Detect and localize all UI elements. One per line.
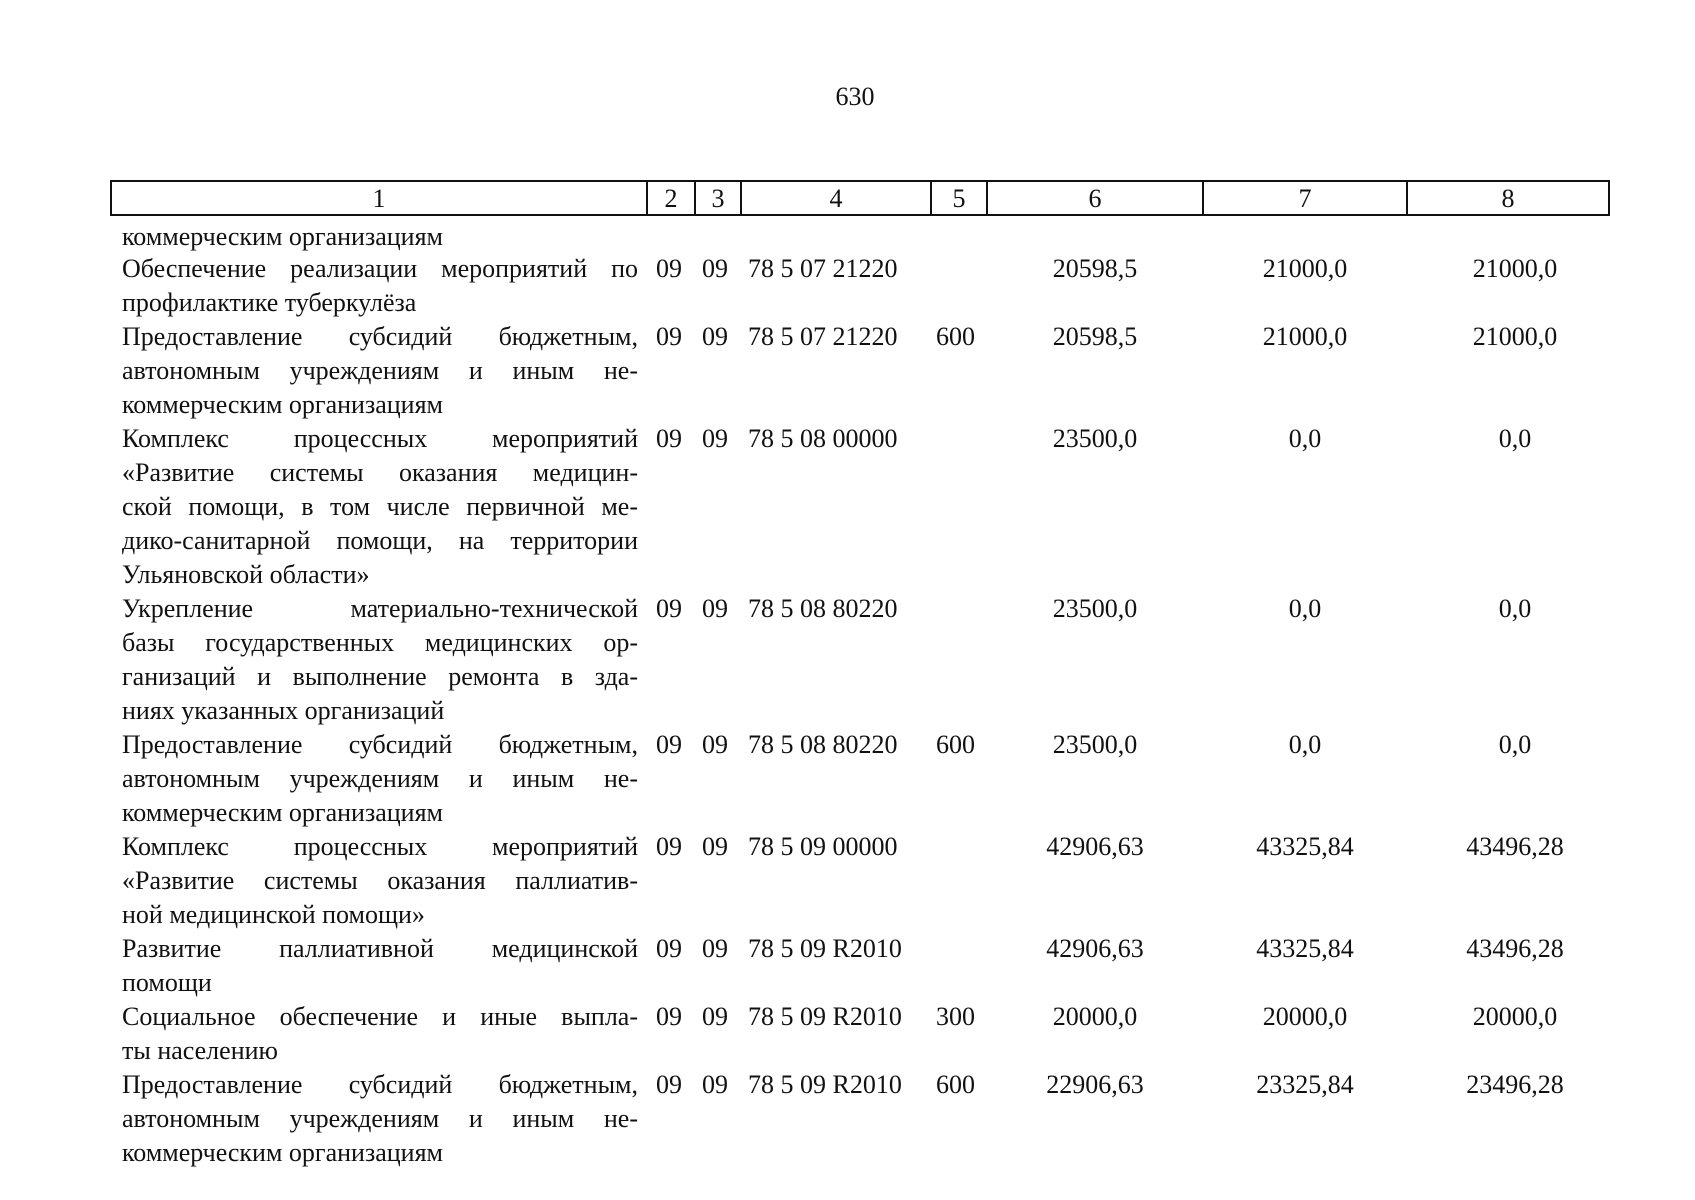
description-line: Предоставление субсидий бюджетным, bbox=[122, 730, 638, 759]
row-description bbox=[122, 932, 638, 1000]
target-article: 78 5 09 R2010 bbox=[748, 1070, 902, 1099]
section-code: 09 bbox=[656, 424, 682, 453]
table-row bbox=[0, 592, 1695, 728]
subsection-code: 09 bbox=[702, 832, 728, 861]
description-line: автономным учреждениям и иным не- bbox=[122, 356, 638, 385]
amount-col-8: 0,0 bbox=[1498, 424, 1532, 453]
subsection-code: 09 bbox=[702, 934, 728, 963]
header-col-3: 3 bbox=[696, 182, 742, 214]
amount-col-8: 43496,28 bbox=[1466, 934, 1564, 963]
target-article: 78 5 08 80220 bbox=[748, 730, 898, 759]
amount-col-7: 0,0 bbox=[1288, 424, 1322, 453]
amount-col-7: 20000,0 bbox=[1262, 1002, 1348, 1031]
description-line: коммерческим организациям bbox=[122, 390, 444, 419]
description-line: Предоставление субсидий бюджетным, bbox=[122, 1070, 638, 1099]
section-code: 09 bbox=[656, 730, 682, 759]
description-line: ниях указанных организаций bbox=[122, 696, 445, 725]
description-line: Укрепление материально-технической bbox=[122, 594, 638, 623]
expense-type: 300 bbox=[936, 1002, 975, 1031]
description-line: Развитие паллиативной медицинской bbox=[122, 934, 638, 963]
section-code: 09 bbox=[656, 254, 682, 283]
header-col-6: 6 bbox=[988, 182, 1204, 214]
amount-col-6: 23500,0 bbox=[1052, 594, 1138, 623]
description-line: автономным учреждениям и иным не- bbox=[122, 764, 638, 793]
description-line: «Развитие системы оказания медицин- bbox=[122, 458, 638, 487]
description-line: Социальное обеспечение и иные выпла- bbox=[122, 1002, 638, 1031]
target-article: 78 5 08 00000 bbox=[748, 424, 898, 453]
amount-col-8: 21000,0 bbox=[1472, 322, 1558, 351]
amount-col-6: 22906,63 bbox=[1046, 1070, 1144, 1099]
amount-col-6: 20000,0 bbox=[1052, 1002, 1138, 1031]
amount-col-7: 0,0 bbox=[1288, 730, 1322, 759]
amount-col-6: 20598,5 bbox=[1052, 254, 1138, 283]
description-line: Комплекс процессных мероприятий bbox=[122, 424, 638, 453]
header-col-2: 2 bbox=[648, 182, 696, 214]
amount-col-6: 42906,63 bbox=[1046, 934, 1144, 963]
subsection-code: 09 bbox=[702, 1070, 728, 1099]
amount-col-8: 0,0 bbox=[1498, 594, 1532, 623]
subsection-code: 09 bbox=[702, 254, 728, 283]
description-line: ской помощи, в том числе первичной ме- bbox=[122, 492, 638, 521]
subsection-code: 09 bbox=[702, 1002, 728, 1031]
amount-col-8: 43496,28 bbox=[1466, 832, 1564, 861]
amount-col-6: 20598,5 bbox=[1052, 322, 1138, 351]
section-code: 09 bbox=[656, 594, 682, 623]
target-article: 78 5 09 00000 bbox=[748, 832, 898, 861]
section-code: 09 bbox=[656, 1070, 682, 1099]
description-line: профилактике туберкулёза bbox=[122, 288, 417, 317]
page-number: 630 bbox=[835, 82, 875, 111]
row-description bbox=[122, 728, 638, 830]
table-row bbox=[0, 252, 1695, 320]
section-code: 09 bbox=[656, 832, 682, 861]
table-row bbox=[0, 320, 1695, 422]
description-line: «Развитие системы оказания паллиатив- bbox=[122, 866, 638, 895]
header-col-5: 5 bbox=[932, 182, 988, 214]
expense-type: 600 bbox=[936, 1070, 975, 1099]
row-description bbox=[122, 252, 638, 320]
description-line: Обеспечение реализации мероприятий по bbox=[122, 254, 638, 283]
description-line: коммерческим организациям bbox=[122, 222, 444, 251]
amount-col-7: 43325,84 bbox=[1256, 934, 1354, 963]
amount-col-6: 23500,0 bbox=[1052, 730, 1138, 759]
amount-col-8: 0,0 bbox=[1498, 730, 1532, 759]
description-line: базы государственных медицинских ор- bbox=[122, 628, 638, 657]
amount-col-8: 23496,28 bbox=[1466, 1070, 1564, 1099]
description-line: помощи bbox=[122, 968, 212, 997]
target-article: 78 5 09 R2010 bbox=[748, 934, 902, 963]
amount-col-8: 21000,0 bbox=[1472, 254, 1558, 283]
target-article: 78 5 09 R2010 bbox=[748, 1002, 902, 1031]
table-row bbox=[0, 1000, 1695, 1068]
target-article: 78 5 07 21220 bbox=[748, 254, 898, 283]
amount-col-7: 43325,84 bbox=[1256, 832, 1354, 861]
table-row bbox=[0, 728, 1695, 830]
section-code: 09 bbox=[656, 322, 682, 351]
row-description bbox=[122, 422, 638, 592]
subsection-code: 09 bbox=[702, 322, 728, 351]
subsection-code: 09 bbox=[702, 594, 728, 623]
row-description bbox=[122, 320, 638, 422]
expense-type: 600 bbox=[936, 322, 975, 351]
header-col-1: 1 bbox=[112, 182, 648, 214]
table-row bbox=[0, 932, 1695, 1000]
table-row bbox=[0, 830, 1695, 932]
section-code: 09 bbox=[656, 934, 682, 963]
header-col-4: 4 bbox=[742, 182, 932, 214]
subsection-code: 09 bbox=[702, 424, 728, 453]
table-row bbox=[0, 422, 1695, 592]
row-description bbox=[122, 592, 638, 728]
amount-col-6: 42906,63 bbox=[1046, 832, 1144, 861]
row-description bbox=[122, 1000, 638, 1068]
amount-col-6: 23500,0 bbox=[1052, 424, 1138, 453]
description-line: ной медицинской помощи» bbox=[122, 900, 425, 929]
target-article: 78 5 08 80220 bbox=[748, 594, 898, 623]
description-line: автономным учреждениям и иным не- bbox=[122, 1104, 638, 1133]
amount-col-7: 21000,0 bbox=[1262, 322, 1348, 351]
description-line: Предоставление субсидий бюджетным, bbox=[122, 322, 638, 351]
header-col-8: 8 bbox=[1501, 184, 1515, 213]
row-description bbox=[122, 1068, 638, 1170]
table-row bbox=[0, 220, 1695, 254]
amount-col-7: 21000,0 bbox=[1262, 254, 1348, 283]
header-col-7: 7 bbox=[1204, 182, 1408, 214]
description-line: дико-санитарной помощи, на территории bbox=[122, 526, 638, 555]
table-row bbox=[0, 1068, 1695, 1170]
description-line: Ульяновской области» bbox=[122, 560, 370, 589]
row-description bbox=[122, 830, 638, 932]
description-line: коммерческим организациям bbox=[122, 798, 444, 827]
amount-col-8: 20000,0 bbox=[1472, 1002, 1558, 1031]
table-header bbox=[110, 180, 1610, 216]
subsection-code: 09 bbox=[702, 730, 728, 759]
section-code: 09 bbox=[656, 1002, 682, 1031]
target-article: 78 5 07 21220 bbox=[748, 322, 898, 351]
description-line: коммерческим организациям bbox=[122, 1138, 444, 1167]
amount-col-7: 0,0 bbox=[1288, 594, 1322, 623]
amount-col-7: 23325,84 bbox=[1256, 1070, 1354, 1099]
description-line: Комплекс процессных мероприятий bbox=[122, 832, 638, 861]
description-line: ты населению bbox=[122, 1036, 278, 1065]
description-line: ганизаций и выполнение ремонта в зда- bbox=[122, 662, 638, 691]
row-description bbox=[122, 220, 638, 254]
expense-type: 600 bbox=[936, 730, 975, 759]
